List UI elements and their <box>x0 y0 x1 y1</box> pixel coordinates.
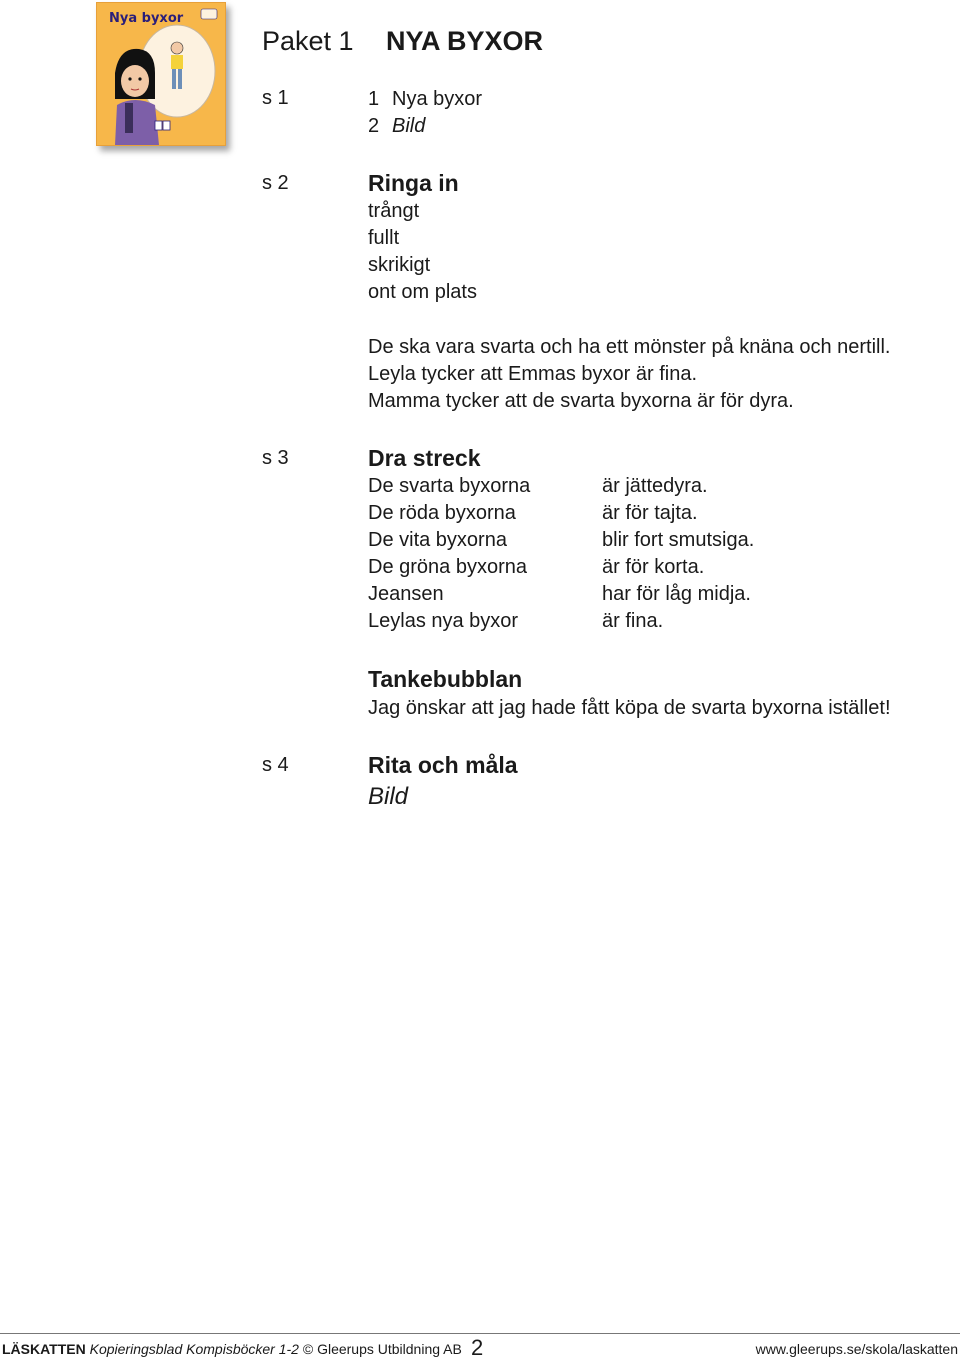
page-label-s3: s 3 <box>262 447 289 469</box>
s2-word: ont om plats <box>368 281 477 303</box>
s1-item-1 <box>368 86 482 113</box>
s3-left-column <box>368 473 530 635</box>
s3-right-column <box>602 473 754 635</box>
page-number: 2 <box>471 1335 484 1360</box>
s2-heading: Ringa in <box>368 170 459 196</box>
footer-subtitle: Kopieringsblad Kompisböcker 1-2 <box>89 1341 299 1357</box>
s3-left-item: Jeansen <box>368 583 444 605</box>
s2-word-list <box>368 198 477 306</box>
s2-word: trångt <box>368 200 420 222</box>
page-label-s2: s 2 <box>262 172 289 194</box>
s3-left-item: De röda byxorna <box>368 502 516 524</box>
footer-divider <box>0 1333 960 1334</box>
s3-right-item: är för tajta. <box>602 502 698 524</box>
footer-copyright: © Gleerups Utbildning AB <box>302 1341 462 1357</box>
s3-right-item: är för korta. <box>602 556 705 578</box>
s4-text: Bild <box>368 783 409 810</box>
s3-left-item: Leylas nya byxor <box>368 610 519 632</box>
book-cover-image <box>96 2 226 146</box>
page-label-s1: s 1 <box>262 87 289 109</box>
s3-left-item: De svarta byxorna <box>368 475 531 497</box>
s2-word: fullt <box>368 227 400 249</box>
s3-left-item: De gröna byxorna <box>368 556 527 578</box>
s3-right-item: har för låg midja. <box>602 583 751 605</box>
package-label: Paket 1 <box>262 26 354 56</box>
cover-title: Nya byxor <box>109 11 184 26</box>
footer-brand: LÄSKATTEN <box>2 1341 86 1357</box>
s1-item-2 <box>368 113 425 140</box>
s3-right-item: blir fort smutsiga. <box>602 529 755 551</box>
s4-heading: Rita och måla <box>368 752 518 778</box>
s2-sentence: Leyla tycker att Emmas byxor är fina. <box>368 363 698 385</box>
s1-item-number: 2 <box>368 115 380 137</box>
s1-item-text: Nya byxor <box>392 88 483 110</box>
s2-sentence: Mamma tycker att de svarta byxorna är för dyra. <box>368 390 794 412</box>
thought-bubble-heading: Tankebubblan <box>368 666 523 692</box>
s2-word: skrikigt <box>368 254 431 276</box>
s1-item-number: 1 <box>368 88 380 110</box>
s3-left-item: De vita byxorna <box>368 529 507 551</box>
page-title: NYA BYXOR <box>386 26 544 56</box>
s2-sentences <box>368 334 891 415</box>
s1-item-text: Bild <box>392 115 426 137</box>
thought-bubble-text: Jag önskar att jag hade fått köpa de svarta byxorna istället! <box>368 697 891 719</box>
page-label-s4: s 4 <box>262 754 289 776</box>
s3-heading: Dra streck <box>368 445 481 471</box>
footer-url[interactable]: www.gleerups.se/skola/laskatten <box>755 1341 958 1357</box>
s3-right-item: är fina. <box>602 610 664 632</box>
s3-right-item: är jättedyra. <box>602 475 708 497</box>
s2-sentence: De ska vara svarta och ha ett mönster på knäna och nertill. <box>368 336 891 358</box>
footer-left <box>2 1341 462 1357</box>
